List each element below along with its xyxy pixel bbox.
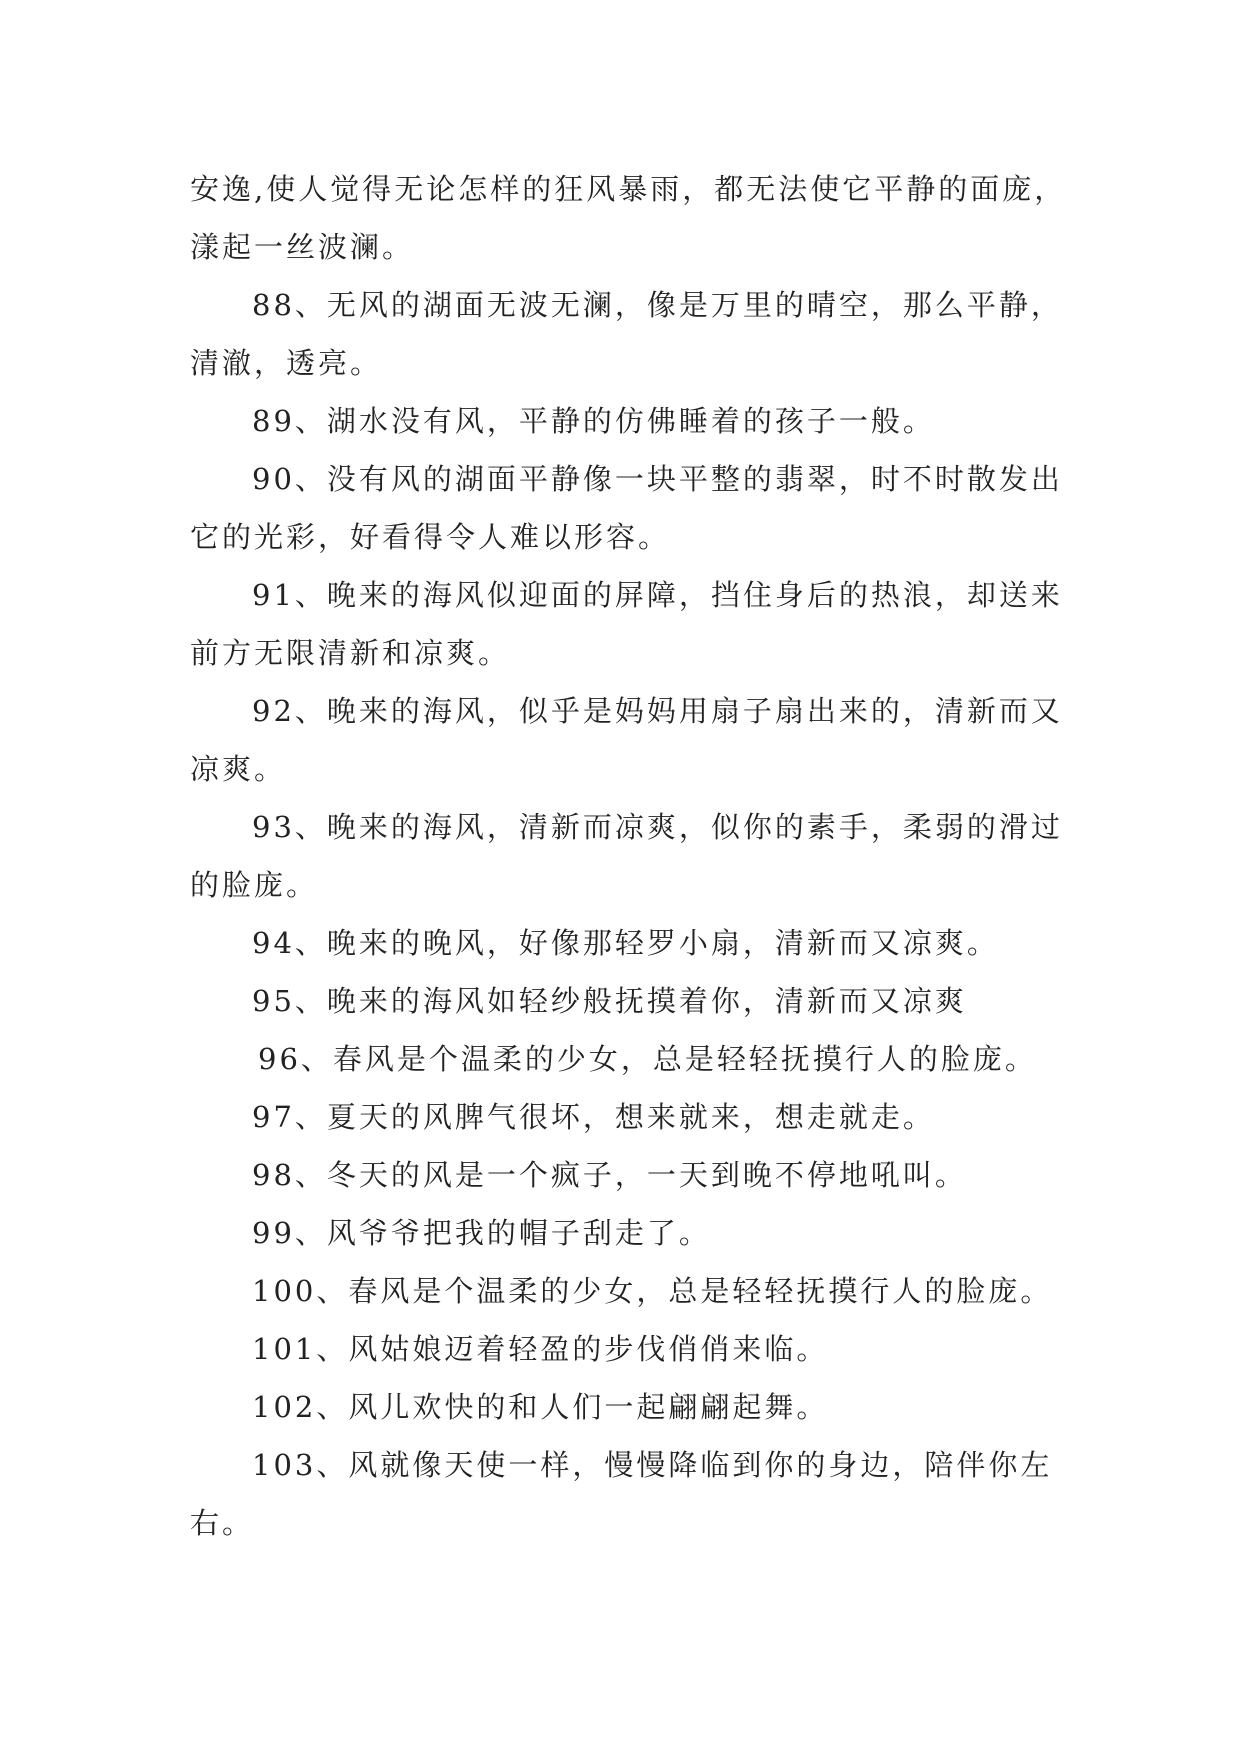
document-body	[190, 160, 1090, 1552]
paragraph-95: 95、晚来的海风如轻纱般抚摸着你，清新而又凉爽	[252, 984, 967, 1018]
paragraph-94: 94、晚来的晚风，好像那轻罗小扇，清新而又凉爽。	[252, 926, 999, 960]
paragraph-98: 98、冬天的风是一个疯子，一天到晚不停地吼叫。	[252, 1158, 967, 1192]
paragraph-continuation: 安逸,使人觉得无论怎样的狂风暴雨，都无法使它平静的面庞，漾起一丝波澜。	[190, 172, 1067, 264]
paragraph-93: 93、晚来的海风，清新而凉爽，似你的素手，柔弱的滑过的脸庞。	[190, 810, 1063, 902]
paragraph-100: 100、春风是个温柔的少女，总是轻轻抚摸行人的脸庞。	[252, 1274, 1053, 1308]
paragraph-99: 99、风爷爷把我的帽子刮走了。	[252, 1216, 711, 1250]
paragraph-97: 97、夏天的风脾气很坏，想来就来，想走就走。	[252, 1100, 935, 1134]
paragraph-90: 90、没有风的湖面平静像一块平整的翡翠，时不时散发出它的光彩，好看得令人难以形容。	[190, 462, 1063, 554]
paragraph-101: 101、风姑娘迈着轻盈的步伐俏俏来临。	[252, 1332, 829, 1366]
paragraph-102: 102、风儿欢快的和人们一起翩翩起舞。	[252, 1390, 829, 1424]
paragraph-89: 89、湖水没有风，平静的仿佛睡着的孩子一般。	[252, 404, 935, 438]
paragraph-91: 91、晚来的海风似迎面的屏障，挡住身后的热浪，却送来前方无限清新和凉爽。	[190, 578, 1063, 670]
paragraph-103: 103、风就像天使一样，慢慢降临到你的身边，陪伴你左右。	[190, 1448, 1053, 1540]
paragraph-92: 92、晚来的海风，似乎是妈妈用扇子扇出来的，清新而又凉爽。	[190, 694, 1063, 786]
paragraph-96: 96、春风是个温柔的少女，总是轻轻抚摸行人的脸庞。	[258, 1042, 1037, 1076]
paragraph-88: 88、无风的湖面无波无澜，像是万里的晴空，那么平静，清澈，透亮。	[190, 288, 1063, 380]
